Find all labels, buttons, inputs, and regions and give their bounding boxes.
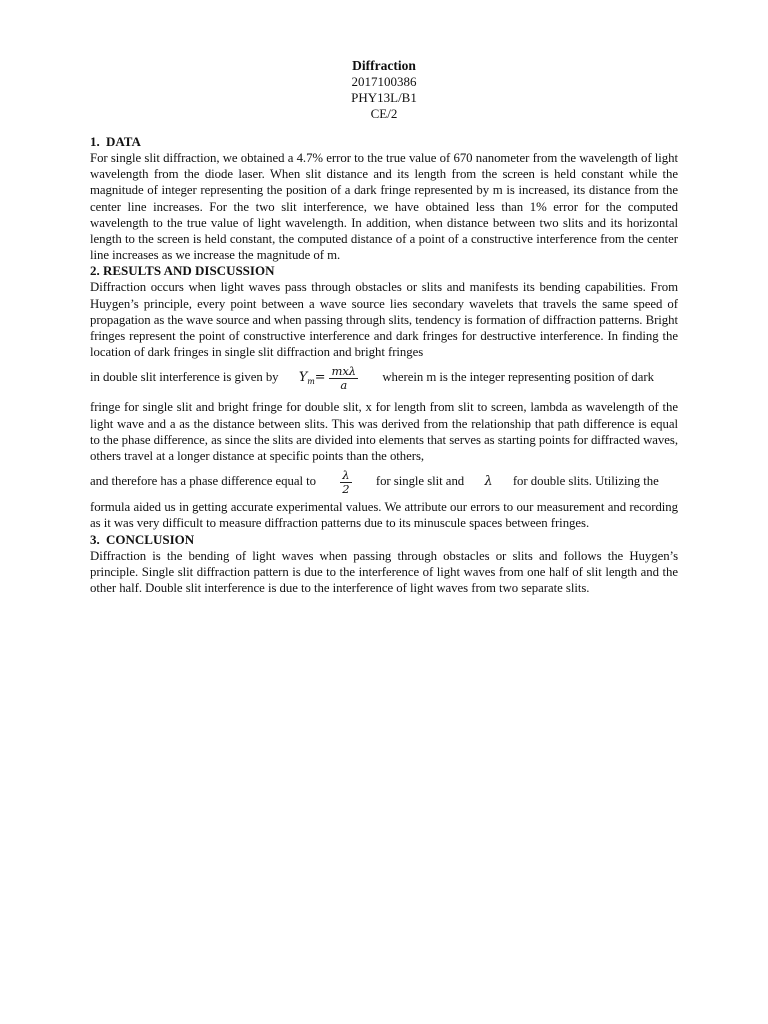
document-title: Diffraction [352, 58, 416, 73]
formula-equals: = [314, 370, 326, 386]
section-title: RESULTS AND DISCUSSION [103, 263, 275, 279]
results-paragraph-2: fringe for single slit and bright fringe for double slit, x for length from slit to screen, lambda as wavelength of the light wave and a as the distance between slits. This was derived from the relationship that path difference is equal to the phase difference, as since the slits are divided into elements that serves as starting points for diffracted waves, others travel at a longer distance at specific points than the others, [90, 400, 678, 464]
results-paragraph-3: formula aided us in getting accurate experimental values. We attribute our errors to our measurement and recording as it was very difficult to measure diffraction patterns due to its minuscule spaces between fringes. [90, 500, 678, 531]
conclusion-paragraph: Diffraction is the bending of light waves when passing through obstacles or slits and follows the Huygen’s principle. Single slit diffraction pattern is due to the interference of light waves from one half of slit length and the other half. Double slit interference is due to the interference of light waves from two separate slits. [90, 548, 678, 596]
formula-denominator: a [340, 378, 348, 392]
document-header [90, 58, 678, 122]
phase-mid-text: for single slit and [375, 474, 465, 489]
phase-numerator: λ [342, 467, 350, 482]
phase-line [90, 464, 678, 499]
formula-lead-text: in double slit interference is given by [90, 370, 279, 385]
section-number: 1. [90, 134, 100, 149]
document-page [90, 58, 678, 596]
section-title: CONCLUSION [106, 531, 195, 547]
section-heading-data [90, 134, 678, 150]
formula-numerator: mxλ [331, 364, 357, 378]
section-heading-results [90, 263, 678, 279]
phase-trail-text: for double slits. Utilizing the [512, 474, 659, 489]
phase-fraction [340, 469, 351, 496]
group-number: CE/2 [370, 106, 398, 121]
phase-lead-text: and therefore has a phase difference equal to [90, 474, 316, 489]
section-title: DATA [106, 134, 141, 149]
data-paragraph: For single slit diffraction, we obtained a 4.7% error to the true value of 670 nanometer from the wavelength of light wavelength from the diode laser. When slit distance and its length from the screen is held constant while the magnitude of integer representing the position of a dark fringe represented by m is increased, its distance from the center line increases. For the two slit interference, we have obtained less than 1% error for the computed wavelength to the true value of light wavelength. In addition, when distance between two slits and its horizontal length to the screen is held constant, the computed distance of a point of a constructive interference from the center line increases as we increase the magnitude of m. [90, 151, 678, 263]
course-section: PHY13L/B1 [351, 90, 417, 105]
lambda-symbol: λ [484, 474, 493, 490]
formula-lhs: $Y_m$ [298, 370, 315, 387]
results-paragraph-1: Diffraction occurs when light waves pass through obstacles or slits and manifests its bending capabilities. From Huygen’s principle, every point between a wave source lies secondary wavelets that travels the same speed of propagation as the wave source and when passing through slits, tendency is formation of diffraction patterns. Bright fringes represent the point of constructive interference and dark fringes for destructive interference. In finding the location of dark fringes in single slit diffraction and bright fringes [90, 280, 678, 360]
section-number: 3. [90, 531, 100, 547]
section-heading-conclusion [90, 532, 678, 548]
formula-line [90, 360, 678, 399]
formula-fraction [329, 365, 358, 392]
section-number: 2. [90, 263, 100, 279]
student-number: 2017100386 [351, 74, 417, 89]
phase-denominator: 2 [342, 481, 350, 496]
formula-trail-text: wherein m is the integer representing position of dark [382, 370, 654, 385]
